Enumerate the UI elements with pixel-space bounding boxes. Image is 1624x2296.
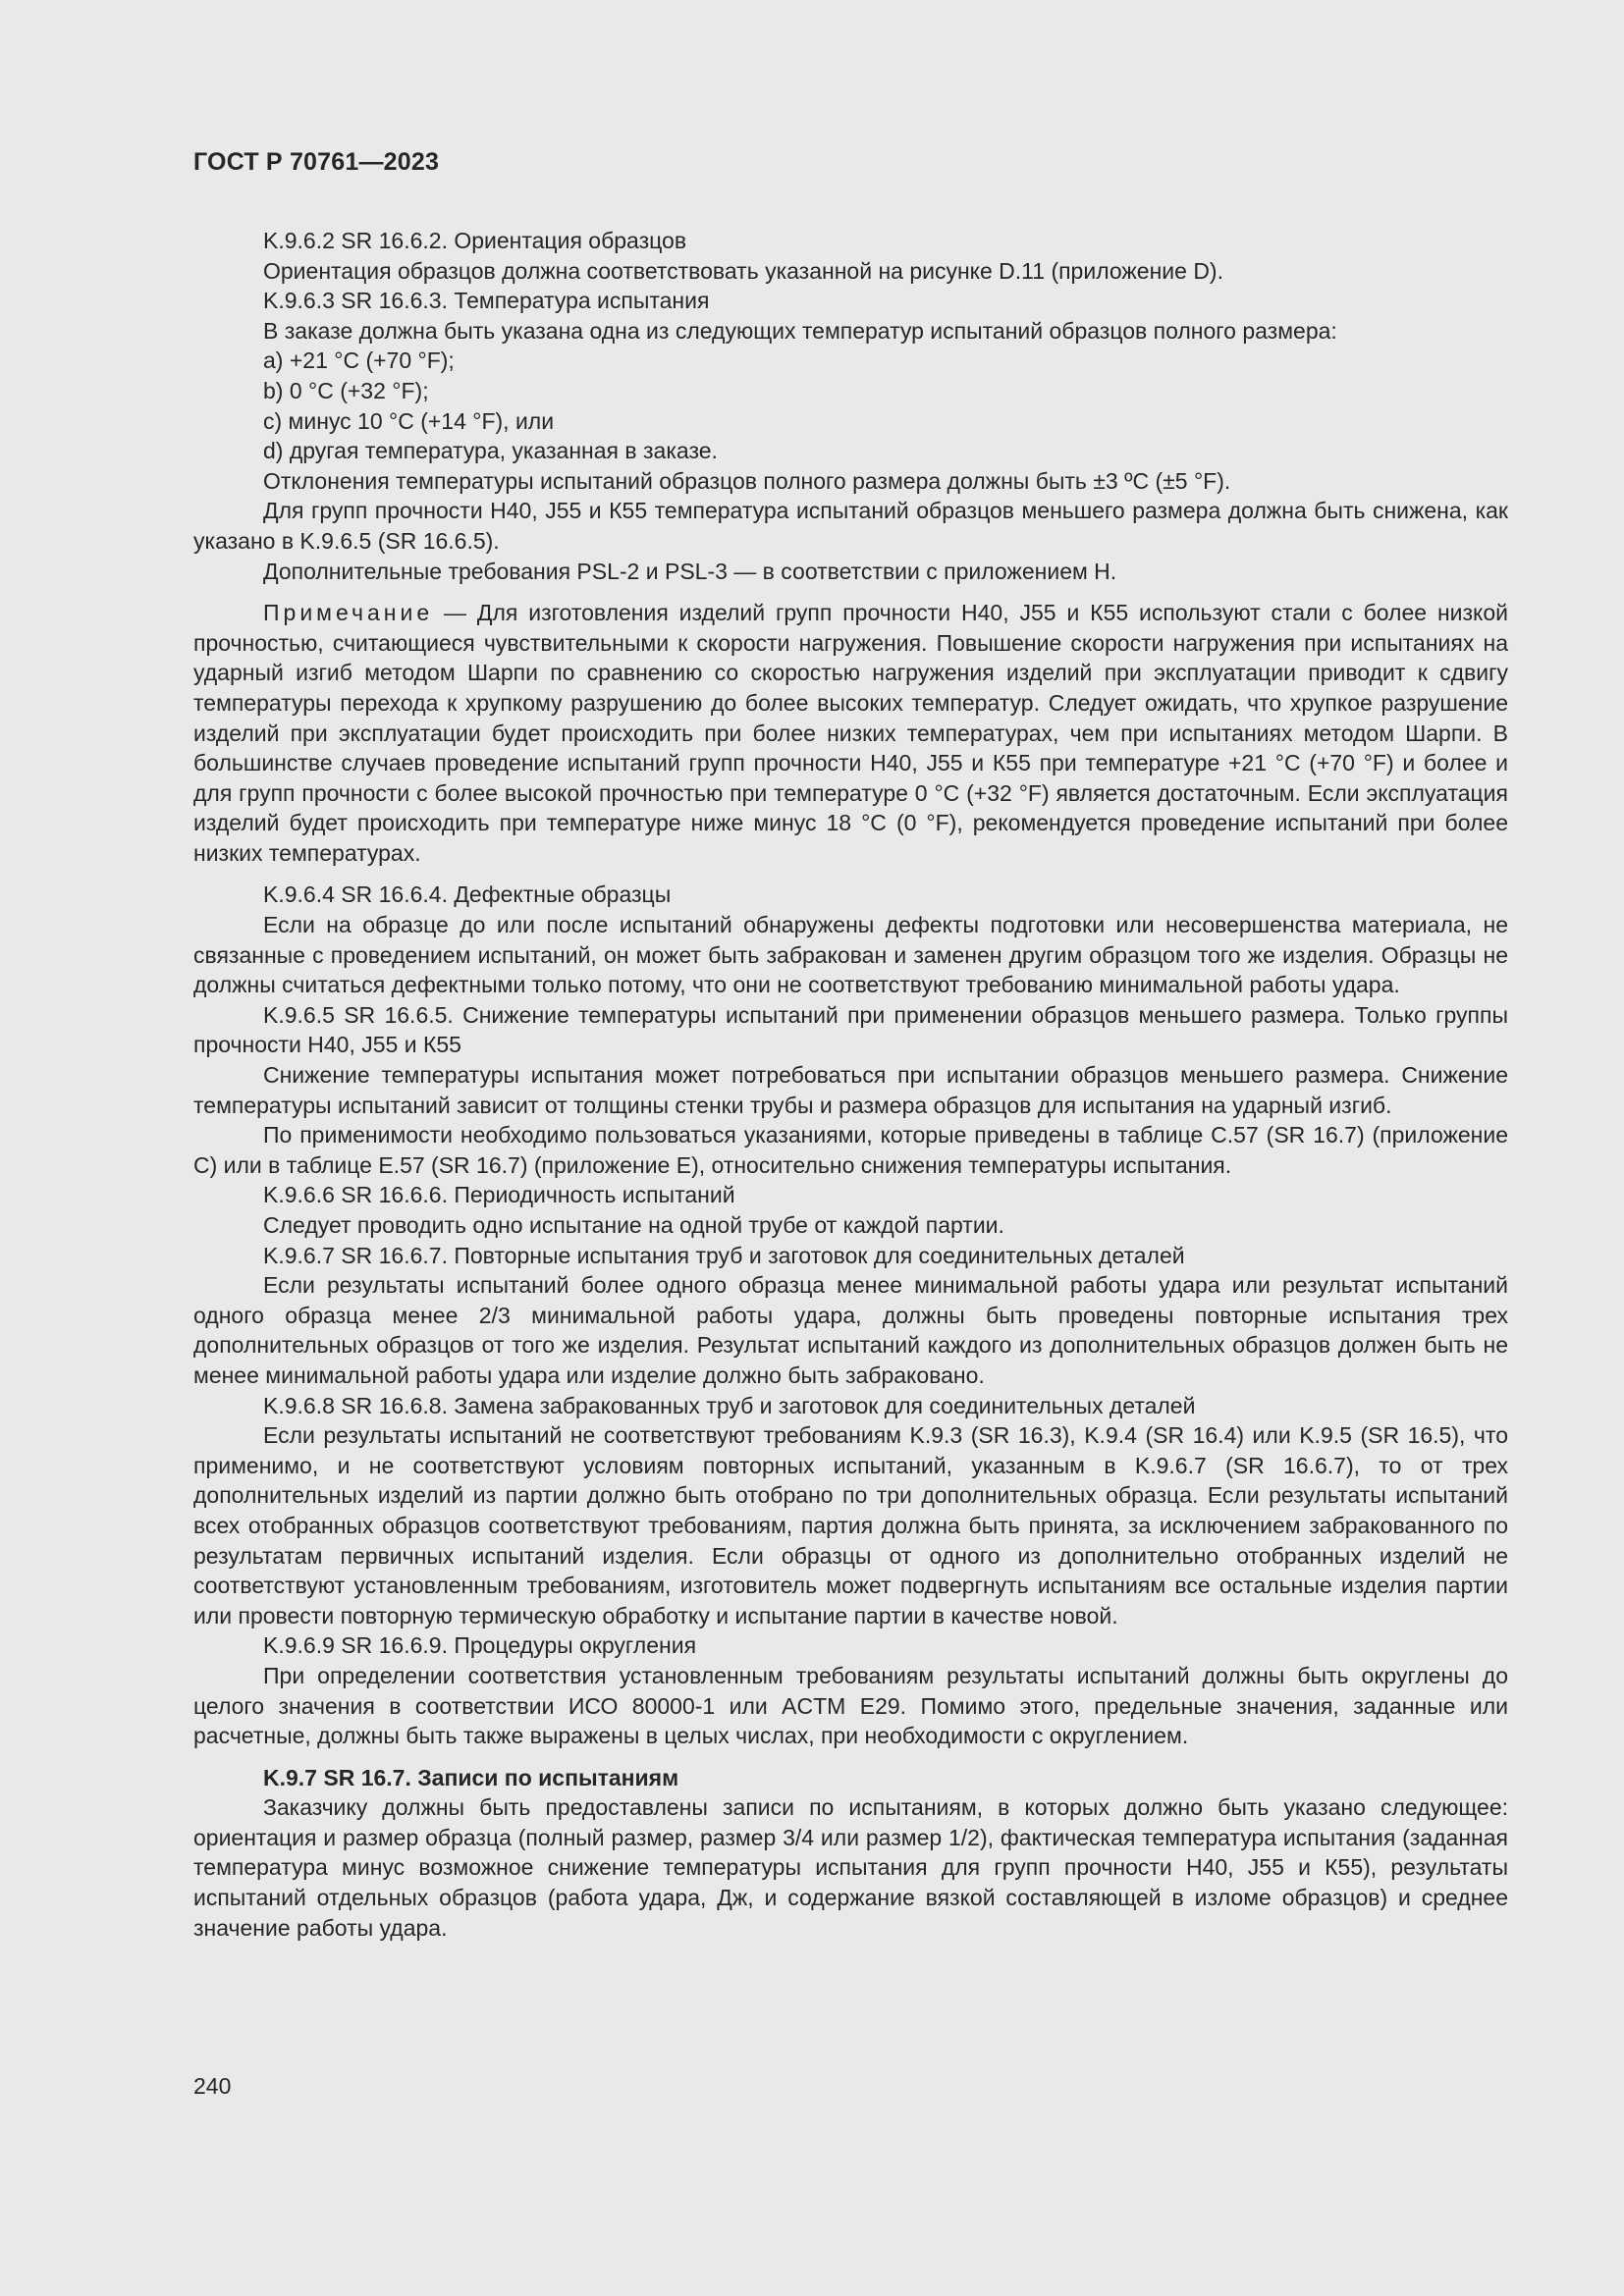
section-k9-6-8-text: Если результаты испытаний не соответствуют требованиям K.9.3 (SR 16.3), K.9.4 (SR 16.4) или K.9.5 (SR 16.5), что применимо, и не соответствуют условиям повторных испытаний, указанным в K.9.6.7 (SR 16.6.7), то от трех дополнительных изделий из партии должно быть отобрано по три дополнительных образца. Если результаты испытаний всех отобранных образцов соответствуют требованиям, партия должна быть принята, за исключением забракованного по результатам первичных испытаний изделия. Если образцы от одного из дополнительно отобранных изделий не соответствуют установленным требованиям, изготовитель может подвергнуть испытаниям все остальные изделия партии или провести повторную термическую обработку и испытание партии в качестве новой. [193, 1422, 1508, 1629]
section-k9-6-7-heading: K.9.6.7 SR 16.6.7. Повторные испытания труб и заготовок для соединительных деталей [263, 1242, 1185, 1268]
list-item: c) минус 10 °С (+14 °F), или [263, 407, 555, 434]
section-k9-6-9-text: При определении соответствия установленным требованиям результаты испытаний должны быть округлены до целого значения в соответствии ИСО 80000-1 или ACTM E29. Помимо этого, предельные значения, заданные или расчетные, должны быть также выражены в целых числах, при необходимости с округлением. [193, 1662, 1508, 1749]
list-item: a) +21 °С (+70 °F); [263, 347, 455, 374]
section-k9-6-7-text: Если результаты испытаний более одного образца менее минимальной работы удара или результат испытаний одного образца менее 2/3 минимальной работы удара, должны быть проведены повторные испытания трех дополнительных образцов от того же изделия. Результат испытаний каждого из дополнительных образцов должен быть не менее минимальной работы удара или изделие должно быть забраковано. [193, 1272, 1508, 1388]
section-k9-6-2-text: Ориентация образцов должна соответствовать указанной на рисунке D.11 (приложение D). [263, 257, 1223, 284]
section-k9-6-4-text: Если на образце до или после испытаний обнаружены дефекты подготовки или несовершенства материала, не связанные с проведением испытаний, он может быть забракован и заменен другим образцом того же изделия. Образцы не должны считаться дефектными только потому, что они не соответствуют требованию минимальной работы удара. [193, 912, 1508, 998]
note-paragraph [193, 598, 1508, 868]
section-k9-6-5-text-2: По применимости необходимо пользоваться указаниями, которые приведены в таблице С.57 (SR 16.7) (приложение С) или в таблице Е.57 (SR 16.7) (приложение Е), относительно снижения температуры испытания. [193, 1122, 1508, 1178]
note-text: — Для изготовления изделий групп прочности Н40, J55 и К55 используют стали с более низкой прочностью, считающиеся чувствительными к скорости нагружения. Повышение скорости нагружения при испытаниях на ударный изгиб методом Шарпи по сравнению со скоростью нагружения изделий при эксплуатации приводит к сдвигу температуры перехода к хрупкому разрушению до более высоких температур. Следует ожидать, что хрупкое разрушение изделий при эксплуатации будет происходить при более низких температурах, чем при испытаниях методом Шарпи. В большинстве случаев проведение испытаний групп прочности Н40, J55 и К55 при температуре +21 °С (+70 °F) и более и для групп прочности с более высокой прочностью при температуре 0 °С (+32 °F) является достаточным. Если эксплуатация изделий будет происходить при температуре ниже минус 18 °С (0 °F), рекомендуется проведение испытаний при более низких температурах. [193, 600, 1508, 866]
section-k9-6-3-heading: K.9.6.3 SR 16.6.3. Температура испытания [263, 288, 710, 314]
list-item: b) 0 °С (+32 °F); [263, 377, 429, 403]
note-label: Примечание [263, 600, 434, 626]
document-body [193, 226, 1508, 1943]
section-k9-6-8-heading: K.9.6.8 SR 16.6.8. Замена забракованных труб и заготовок для соединительных деталей [263, 1392, 1196, 1418]
list-item: d) другая температура, указанная в заказе. [263, 438, 718, 464]
section-k9-6-9-heading: K.9.6.9 SR 16.6.9. Процедуры округления [263, 1632, 697, 1659]
section-k9-6-3-deviation: Отклонения температуры испытаний образцов полного размера должны быть ±3 ºС (±5 °F). [263, 467, 1231, 494]
section-k9-6-5-heading: K.9.6.5 SR 16.6.5. Снижение температуры испытаний при применении образцов меньшего размера. Только группы прочности Н40, J55 и К55 [193, 1001, 1508, 1058]
section-k9-6-5-text-1: Снижение температуры испытания может потребоваться при испытании образцов меньшего размера. Снижение температуры испытаний зависит от толщины стенки трубы и размера образцов для испытания на ударный изгиб. [193, 1062, 1508, 1118]
section-k9-6-6-text: Следует проводить одно испытание на одной трубе от каждой партии. [263, 1212, 1004, 1238]
page-number: 240 [193, 2073, 232, 2099]
section-k9-6-4-heading: K.9.6.4 SR 16.6.4. Дефектные образцы [263, 881, 672, 908]
section-k9-6-3-intro: В заказе должна быть указана одна из следующих температур испытаний образцов полного размера: [263, 317, 1337, 344]
document-header: ГОСТ Р 70761—2023 [193, 148, 440, 176]
section-k9-7-text: Заказчику должны быть предоставлены записи по испытаниям, в которых должно быть указано следующее: ориентация и размер образца (полный размер, размер 3/4 или размер 1/2), фактическая температура испытания (заданная температура минус возможное снижение температуры испытания для групп прочности Н40, J55 и К55), результаты испытаний отдельных образцов (работа удара, Дж, и содержание вязкой составляющей в изломе образцов) и среднее значение работы удара. [193, 1794, 1508, 1941]
section-k9-6-2-heading: K.9.6.2 SR 16.6.2. Ориентация образцов [263, 228, 687, 253]
section-k9-6-3-reduction: Для групп прочности Н40, J55 и К55 температура испытаний образцов меньшего размера должна быть снижена, как указано в K.9.6.5 (SR 16.6.5). [193, 498, 1508, 554]
temperature-list [193, 346, 1508, 465]
section-k9-6-3-psl: Дополнительные требования PSL-2 и PSL-3 — в соответствии с приложением H. [263, 558, 1117, 584]
section-k9-6-6-heading: K.9.6.6 SR 16.6.6. Периодичность испытаний [263, 1182, 735, 1208]
section-k9-7-heading: K.9.7 SR 16.7. Записи по испытаниям [263, 1764, 679, 1790]
